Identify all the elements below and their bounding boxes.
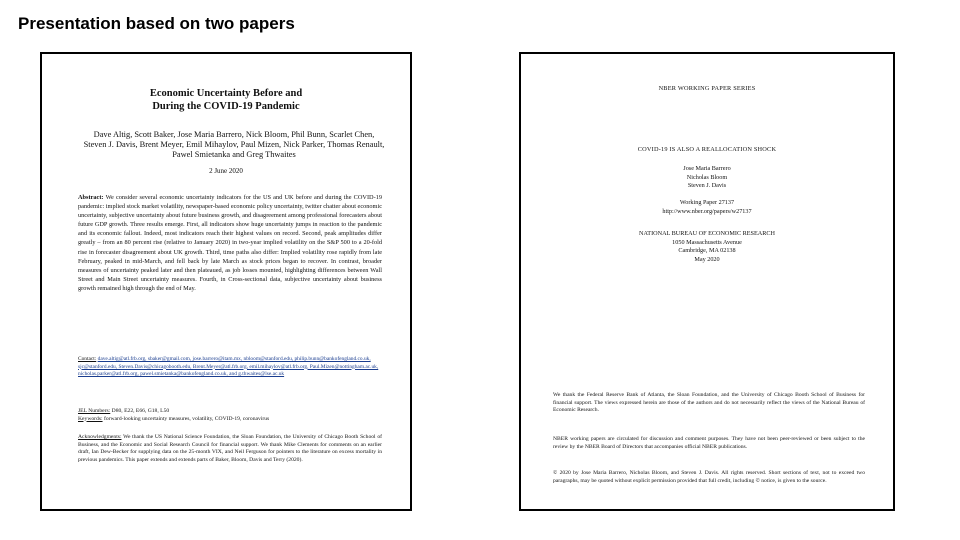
paper-1-title — [42, 87, 410, 113]
paper-1-keywords: forward-looking uncertainty measures, volatility, COVID-19, coronavirus — [103, 415, 270, 422]
paper-1-contact-label: Contact: — [78, 356, 97, 362]
paper-1-title-line-2: During the COVID-19 Pandemic — [152, 101, 300, 112]
paper-2-authors — [521, 165, 893, 191]
paper-2-author-2: Nicholas Bloom — [686, 173, 728, 181]
paper-2-thanks: We thank the Federal Reserve Bank of Atlanta, the Sloan Foundation, and the University of Chicago Booth School of Business for financial support. The views expressed herein are those of the authors and do not necessarily reflect the views of the National Bureau of Economic Research. — [553, 392, 865, 414]
paper-2-working-paper — [521, 199, 893, 216]
paper-1-title-line-1: Economic Uncertainty Before and — [149, 88, 303, 99]
slide-title: Presentation based on two papers — [18, 14, 295, 33]
paper-1-acknowledgments — [78, 434, 382, 490]
paper-1-jel-codes: D80, E22, E66, G18, L50 — [111, 408, 170, 414]
paper-2-wp-number: Working Paper 27137 — [679, 199, 735, 206]
paper-2-copyright: © 2020 by Jose Maria Barrero, Nicholas Bloom, and Steven J. Davis. All rights reserved. Short sections of text, not to exceed two paragraphs, may be quoted without explicit permission provided that full credit, including © notice, is given to the source. — [553, 470, 865, 484]
paper-2-page — [519, 52, 895, 511]
paper-2-series: NBER WORKING PAPER SERIES — [658, 85, 756, 92]
paper-2-publisher — [521, 230, 893, 264]
paper-1-date: 2 June 2020 — [209, 167, 243, 175]
paper-2-title: COVID-19 IS ALSO A REALLOCATION SHOCK — [637, 146, 777, 153]
paper-2-address-2: Cambridge, MA 02138 — [678, 247, 736, 254]
paper-1-page — [40, 52, 412, 511]
paper-2-nber-note: NBER working papers are circulated for discussion and comment purposes. They have not been peer-reviewed or been subject to the review by the NBER Board of Directors that accompanies official NBER publications. — [553, 436, 865, 450]
paper-2-author-1: Jose Maria Barrero — [683, 165, 731, 172]
paper-1-ack-text: We thank the US National Science Foundation, the Sloan Foundation, the University of Chicago Booth School of Business, and the Economic and Social Research Council for financial support. We thank Mike Clements for comments on an earlier draft, Ian Dew-Becker for supplying data on the 25-month VIX, and Neil Ferguson for pointers to the literature on excess mortality in previous pandemics. This paper extends and extends parts of Baker, Bloom, Davis and Terry (2020). — [78, 434, 382, 463]
paper-2-address-1: 1050 Massachusetts Avenue — [672, 238, 742, 246]
paper-2-author-3: Steven J. Davis — [687, 182, 727, 189]
paper-1-jel-keywords — [78, 408, 382, 423]
paper-1-abstract-label: Abstract: — [78, 194, 104, 201]
paper-2-wp-url[interactable]: http://www.nber.org/papers/w27137 — [662, 207, 752, 215]
paper-1-abstract-text: We consider several economic uncertainty indicators for the US and UK before and during the COVID-19 pandemic: implied stock market volatility, newspaper-based economic policy uncertainty, twitter chatter about economic uncertainty, subjective uncertainty about future business growth, and disagreement among professional forecasters about future GDP growth. Three results emerge. First, all indicators show huge uncertainty jumps in reaction to the pandemic and its economic fallout. Indeed, most indicators reach their highest values on record. Second, peak amplitudes differ greatly – from an 80 percent rise (relative to January 2020) in two-year implied volatility on the S&P 500 to a 20-fold rise in forecaster disagreement about UK growth. Third, time paths also differ: Implied volatility rose rapidly from late February, peaked in mid-March, and fell back by late March as stock prices began to recover. In contrast, broader measures of uncertainty peaked later and then plateaued, as job losses mounted, highlighting differences between Wall Street and Main Street uncertainty measures. Fourth, in Cross-sectional data, subjective uncertainty about business growth remained high through the end of May. — [78, 194, 382, 292]
paper-1-contact-emails[interactable]: dave.altig@atl.frb.org, sbaker@gmail.com, jose.barrero@itam.mx, nbloom@stanford.edu, philip.bunn@bankofengland.co.uk, sjc@stanford.edu, Steven.Davis@chicagobooth.edu, Brent.Meyer@atl.frb.org, emil.mihaylov@atl.frb.org, Paul.Mizen@nottingham.ac.uk, nicholas.parker@atl.frb.org, pawel.smietanka@bankofengland.co.uk, and g.thwaites@lse.ac.uk — [78, 356, 379, 378]
paper-1-jel-label: JEL Numbers: — [78, 408, 111, 414]
paper-1-ack-label: Acknowledgments: — [78, 434, 122, 440]
paper-2-month: May 2020 — [694, 255, 720, 263]
paper-2-org: NATIONAL BUREAU OF ECONOMIC RESEARCH — [639, 230, 775, 237]
paper-1-contact — [78, 356, 382, 403]
paper-1-authors: Dave Altig, Scott Baker, Jose Maria Barrero, Nick Bloom, Phil Bunn, Scarlet Chen, Steven J. Davis, Brent Meyer, Emil Mihaylov, Paul Mizen, Nick Parker, Thomas Renault, Pawel Smietanka and Greg Thwaites — [83, 130, 385, 159]
paper-1-keywords-label: Keywords: — [78, 415, 103, 422]
paper-1-abstract — [78, 193, 382, 303]
